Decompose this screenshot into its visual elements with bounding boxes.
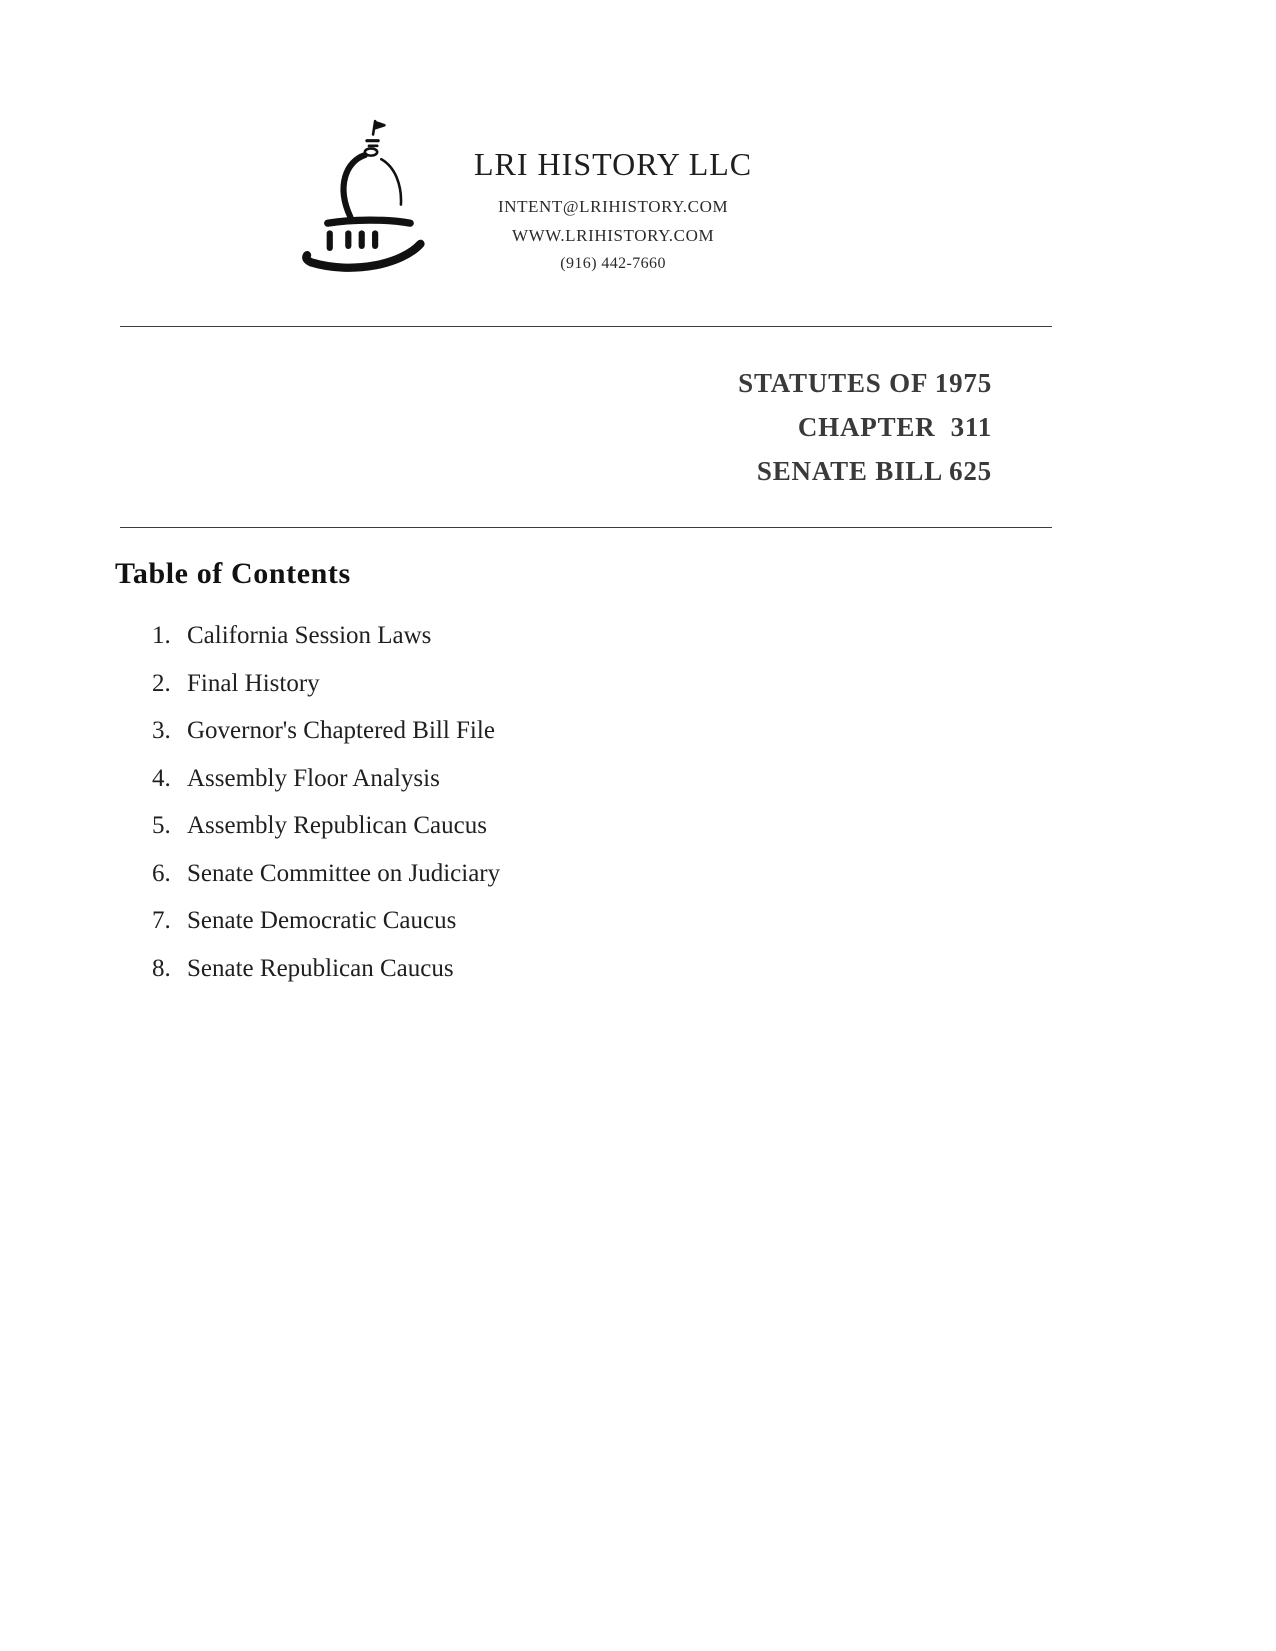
divider-top	[120, 326, 1052, 327]
toc-item: 3. Governor's Chaptered Bill File	[177, 717, 500, 745]
company-website: WWW.LRIHISTORY.COM	[511, 226, 715, 245]
toc-item: 6. Senate Committee on Judiciary	[177, 860, 500, 888]
toc-item: 8. Senate Republican Caucus	[177, 955, 500, 983]
senate-bill-line: SENATE BILL 625	[756, 456, 992, 486]
toc-list	[145, 622, 500, 1002]
toc-item: 2. Final History	[177, 670, 500, 698]
toc-item: 5. Assembly Republican Caucus	[177, 812, 500, 840]
toc-item: 1. California Session Laws	[177, 622, 500, 650]
company-name: LRI HISTORY LLC	[474, 146, 753, 182]
company-email: INTENT@LRIHISTORY.COM	[497, 197, 729, 216]
divider-bottom	[120, 527, 1052, 528]
letterhead-text	[474, 118, 752, 273]
toc-heading: Table of Contents	[115, 557, 351, 590]
company-phone: (916) 442-7660	[560, 255, 666, 272]
toc-item: 7. Senate Democratic Caucus	[177, 907, 500, 935]
statutes-line: STATUTES OF 1975	[738, 368, 992, 398]
chapter-line: CHAPTER 311	[797, 412, 992, 442]
toc-item: 4. Assembly Floor Analysis	[177, 765, 500, 793]
document-title-block	[738, 368, 992, 500]
capitol-dome-icon	[296, 118, 446, 283]
letterhead	[296, 118, 752, 283]
